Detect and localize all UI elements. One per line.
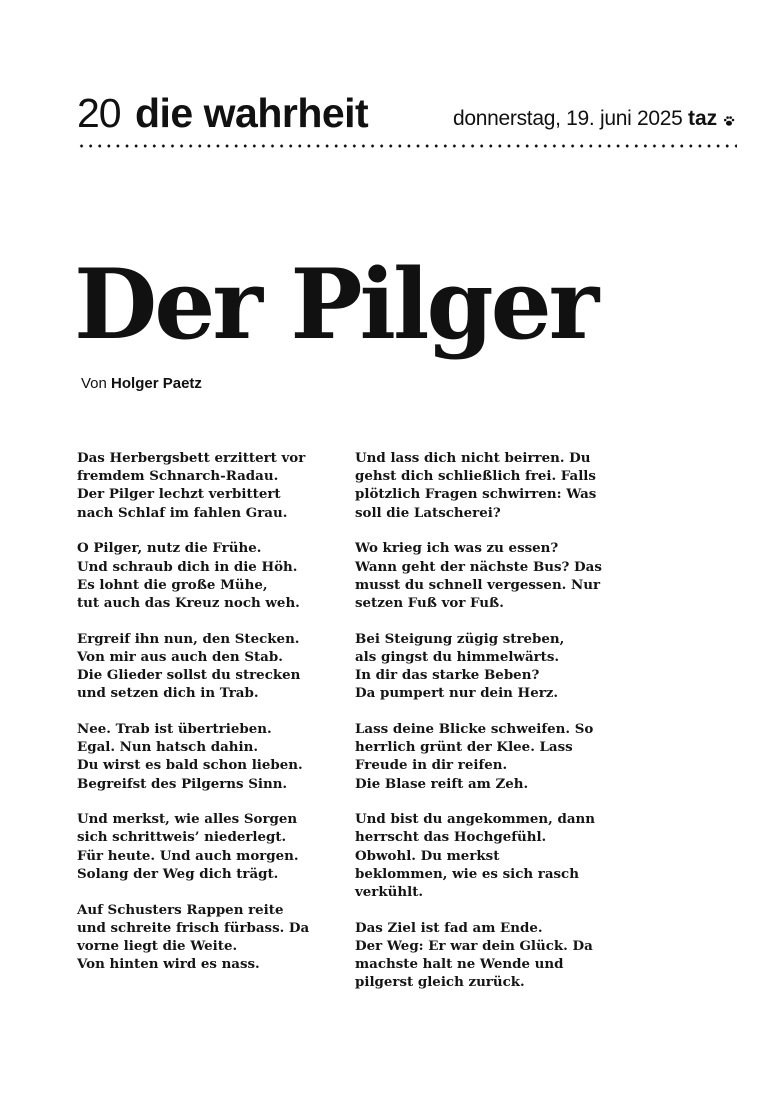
poem-line: soll die Latscherei? bbox=[355, 504, 501, 521]
poem-line: O Pilger, nutz die Frühe. bbox=[77, 540, 262, 557]
poem-line: herrlich grünt der Klee. Lass bbox=[355, 739, 573, 756]
page-number: 20 bbox=[77, 90, 121, 136]
poem-line: Das Ziel ist fad am Ende. bbox=[355, 919, 543, 936]
article-headline: Der Pilger bbox=[74, 248, 597, 361]
poem-line: Und bist du angekommen, dann bbox=[355, 811, 595, 828]
poem-line: Begreifst des Pilgerns Sinn. bbox=[77, 775, 288, 792]
poem-line: Nee. Trab ist übertrieben. bbox=[77, 720, 272, 737]
stanza bbox=[355, 630, 605, 703]
author-name: Holger Paetz bbox=[111, 375, 202, 392]
stanza bbox=[77, 539, 327, 612]
poem-line: Der Weg: Er war dein Glück. Da bbox=[355, 937, 593, 954]
poem-line: Da pumpert nur dein Herz. bbox=[355, 685, 559, 702]
poem-line: machste halt ne Wende und bbox=[355, 956, 564, 973]
poem-line: pilgerst gleich zurück. bbox=[355, 974, 525, 991]
stanza bbox=[355, 720, 605, 793]
poem-line: Das Herbergsbett erzittert vor bbox=[77, 450, 306, 466]
masthead bbox=[77, 88, 737, 138]
poem-line: In dir das starke Beben? bbox=[355, 667, 540, 684]
poem-line: verkühlt. bbox=[355, 884, 424, 901]
poem-line: Bei Steigung zügig streben, bbox=[355, 630, 565, 647]
byline-prefix: Von bbox=[81, 375, 107, 392]
issue-date: donnerstag, 19. juni 2025 bbox=[453, 107, 683, 130]
poem-line: Von hinten wird es nass. bbox=[77, 956, 260, 973]
poem-column-left bbox=[77, 449, 327, 991]
poem-line: beklommen, wie es sich rasch bbox=[355, 865, 579, 882]
stanza bbox=[77, 720, 327, 793]
poem-line: und schreite frisch fürbass. Da bbox=[77, 919, 310, 936]
poem-line: Von mir aus auch den Stab. bbox=[77, 648, 283, 665]
poem-line: Auf Schusters Rappen reite bbox=[77, 901, 284, 918]
poem-line: Freude in dir reifen. bbox=[355, 757, 508, 774]
paw-icon bbox=[723, 115, 735, 127]
stanza bbox=[355, 539, 605, 612]
poem-line: als gingst du himmelwärts. bbox=[355, 648, 560, 665]
stanza bbox=[77, 630, 327, 703]
poem-line: Und merkst, wie alles Sorgen bbox=[77, 811, 298, 828]
stanza bbox=[77, 901, 327, 974]
poem-line: setzen Fuß vor Fuß. bbox=[355, 594, 504, 611]
poem-line: Obwohl. Du merkst bbox=[355, 847, 500, 864]
poem-line: herrscht das Hochgefühl. bbox=[355, 829, 547, 846]
stanza bbox=[355, 919, 605, 992]
poem-line: Und schraub dich in die Höh. bbox=[77, 558, 298, 575]
poem-line: vorne liegt die Weite. bbox=[77, 937, 238, 954]
brand-logo: taz bbox=[688, 107, 718, 130]
stanza bbox=[77, 449, 327, 522]
poem-line: Es lohnt die große Mühe, bbox=[77, 576, 268, 593]
section-title: die wahrheit bbox=[135, 90, 369, 136]
poem-line: Wo krieg ich was zu essen? bbox=[355, 540, 559, 557]
poem-line: tut auch das Kreuz noch weh. bbox=[77, 594, 300, 611]
poem-line: und setzen dich in Trab. bbox=[77, 685, 259, 702]
poem-column-right bbox=[355, 449, 605, 1009]
stanza bbox=[77, 810, 327, 883]
poem-line: Die Blase reift am Zeh. bbox=[355, 775, 529, 792]
poem-line: Für heute. Und auch morgen. bbox=[77, 847, 299, 864]
byline bbox=[81, 374, 202, 394]
poem-line: Ergreif ihn nun, den Stecken. bbox=[77, 630, 300, 647]
poem-line: Lass deine Blicke schweifen. So bbox=[355, 720, 594, 737]
poem-line: Und lass dich nicht beirren. Du bbox=[355, 450, 591, 466]
poem-line: plötzlich Fragen schwirren: Was bbox=[355, 486, 597, 503]
poem-line: musst du schnell vergessen. Nur bbox=[355, 576, 601, 593]
dotted-divider bbox=[77, 144, 737, 148]
poem-line: gehst dich schließlich frei. Falls bbox=[355, 468, 596, 485]
poem-line: sich schrittweis’ niederlegt. bbox=[77, 829, 287, 846]
poem-line: nach Schlaf im fahlen Grau. bbox=[77, 504, 288, 521]
poem-line: Du wirst es bald schon lieben. bbox=[77, 757, 303, 774]
poem-line: Egal. Nun hatsch dahin. bbox=[77, 739, 258, 756]
poem-line: Solang der Weg dich trägt. bbox=[77, 865, 279, 882]
poem-line: Wann geht der nächste Bus? Das bbox=[355, 558, 602, 575]
poem-line: Der Pilger lechzt verbittert bbox=[77, 486, 281, 503]
poem-line: fremdem Schnarch-Radau. bbox=[77, 468, 279, 485]
stanza bbox=[355, 810, 605, 901]
poem-line: Die Glieder sollst du strecken bbox=[77, 667, 301, 684]
stanza bbox=[355, 449, 605, 522]
